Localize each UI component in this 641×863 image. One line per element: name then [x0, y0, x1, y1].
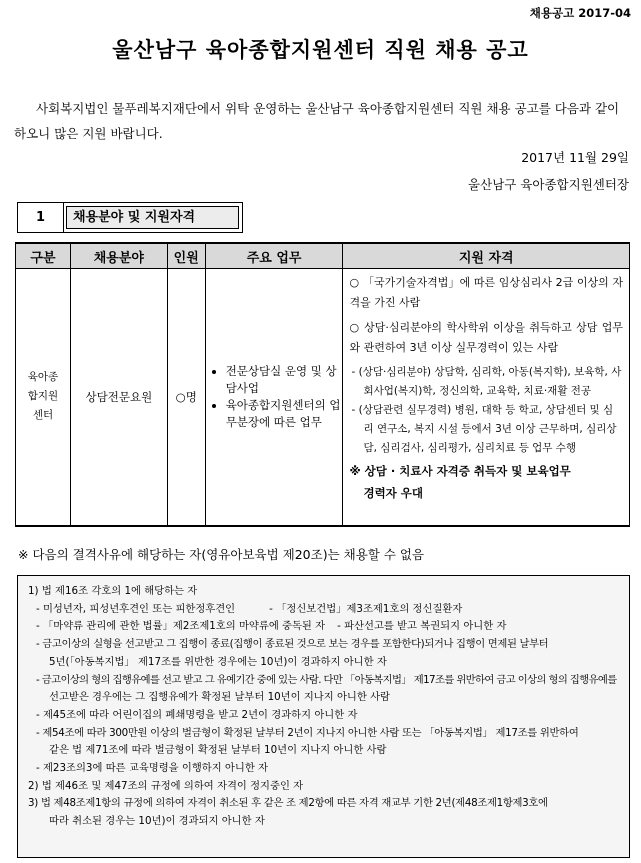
disqualification-item: - 파산선고를 받고 복권되지 아니한 자: [337, 620, 507, 633]
count-text: ○명: [175, 389, 197, 404]
organization-name: 울산남구 육아종합지원센터장: [468, 177, 629, 192]
header-field: 채용분야: [70, 243, 167, 269]
disqualification-line: 1) 법 제16조 각호의 1에 해당하는 자: [28, 585, 198, 597]
table-row: [16, 269, 630, 526]
qualifications-cell: [343, 269, 630, 526]
disqualification-item: - 「정신보건법」제3조제1호의 정신질환자: [269, 602, 463, 615]
section-number: 1: [18, 203, 64, 232]
qualification-subnote: - (상담·심리분야) 상담학, 심리학, 아동(복지학), 보육학, 사회사업(복지)학, 정신의학, 교육학, 치료·재활 전공: [351, 366, 622, 397]
field-cell: [70, 269, 167, 526]
section-heading: [17, 202, 243, 233]
field-text: 상담전문요원: [85, 389, 153, 404]
header-duties: 주요 업무: [205, 243, 343, 269]
duties-cell: [205, 269, 343, 526]
page-title: 울산남구 육아종합지원센터 직원 채용 공고: [112, 38, 529, 62]
disqualification-line: 따라 취소된 경우는 10년)이 경과되지 아니한 자: [49, 815, 265, 828]
document-number: 채용공고 2017-04: [529, 6, 631, 20]
section-label: 채용분야 및 지원자격: [73, 210, 196, 225]
recruitment-table: [15, 242, 630, 527]
disqualification-line: 같은 법 제71조에 따라 벌금형이 확정된 날부터 10년이 지나지 아니한 사람: [49, 744, 387, 757]
disqualification-line: 3) 법 제48조제1항의 규정에 의하여 자격이 취소된 후 같은 조 제2항에 따른 자격 재교부 기한 2년(제48조제1항제3호에: [28, 797, 548, 810]
intro-paragraph: 사회복지법인 물푸레복지재단에서 위탁 운영하는 울산남구 육아종합지원센터 직원 채용 공고를 다음과 같이 하오니 많은 지원 바랍니다.: [14, 101, 620, 141]
disqualification-line: - 제54조에 따라 300만원 이상의 벌금형이 확정된 날부터 2년이 지나지 아니한 사람 또는 「아동복지법」 제17조를 위반하여: [36, 726, 579, 739]
list-item: • 전문상담실 운영 및 상담사업: [226, 363, 343, 397]
disqualification-line: 선고받은 경우에는 그 집행유예가 확정된 날부터 10년이 지나지 아니한 사람: [49, 691, 390, 704]
header-qualifications: 지원 자격: [343, 243, 630, 269]
qualification-item: ○ 「국가기술자격법」에 따른 임상심리사 2급 이상의 자격을 가진 사람: [349, 276, 623, 309]
disqualification-line: - 제45조에 따라 어린이집의 폐쇄명령을 받고 2년이 경과하지 아니한 자: [36, 708, 358, 721]
disqualification-line: 5년(「아동복지법」 제17조를 위반한 경우에는 10년)이 경과하지 아니한 자: [49, 655, 387, 668]
disqualification-line: 2) 법 제46조 및 제47조의 규정에 의하여 자격이 정지중인 자: [28, 779, 304, 792]
qualification-item: ○ 상담·심리분야의 학사학위 이상을 취득하고 상담 업무와 관련하여 3년 이상 실무경력이 있는 사람: [349, 321, 623, 354]
disqualification-item: - 미성년자, 피성년후견인 또는 피한정후견인: [36, 602, 236, 615]
division-text: 육아종합지원센터: [27, 371, 59, 422]
disqualification-line: [28, 601, 623, 619]
count-cell: [167, 269, 205, 526]
preference-note-continued: 경력자 우대: [363, 486, 424, 500]
disqualification-line: - 금고이상의 형의 집행유예를 선고 받고 그 유예기간 중에 있는 사람. 다만 「아동복지법」 제17조를 위반하여 금고 이상의 형의 집행유예를: [36, 673, 617, 686]
qualification-subnote: - (상담관련 실무경력) 병원, 대학 등 학교, 상담센터 및 심리 연구소, 복지 시설 등에서 3년 이상 근무하며, 심리상담, 심리검사, 심리평가, 심리치료 등 업무 수행: [351, 404, 617, 454]
disqualification-line: - 제23조의3에 따른 교육명령을 이행하지 아니한 자: [36, 762, 268, 775]
preference-note: ※ 상담 · 치료사 자격증 취득자 및 보육업무: [349, 464, 571, 478]
header-count: 인원: [167, 243, 205, 269]
list-item: • 육아종합지원센터의 업무분장에 따른 업무: [226, 397, 343, 431]
disqualification-item: - 「마약류 관리에 관한 법률」제2조제1호의 마약류에 중독된 자: [36, 620, 326, 633]
header-division: 구분: [16, 243, 71, 269]
table-header-row: [16, 243, 630, 269]
duties-list: [206, 363, 343, 431]
disqualification-box: [17, 575, 630, 858]
division-cell: [16, 269, 71, 526]
disqualification-line: [28, 618, 623, 636]
disqualification-line: - 금고이상의 실형을 선고받고 그 집행이 종료(집행이 종료된 것으로 보는 경우를 포함한다)되거나 집행이 면제된 날부터: [36, 638, 549, 651]
notice-date: 2017년 11월 29일: [521, 150, 629, 165]
disqualification-notice: ※ 다음의 결격사유에 해당하는 자(영유아보육법 제20조)는 채용할 수 없음: [18, 547, 425, 562]
